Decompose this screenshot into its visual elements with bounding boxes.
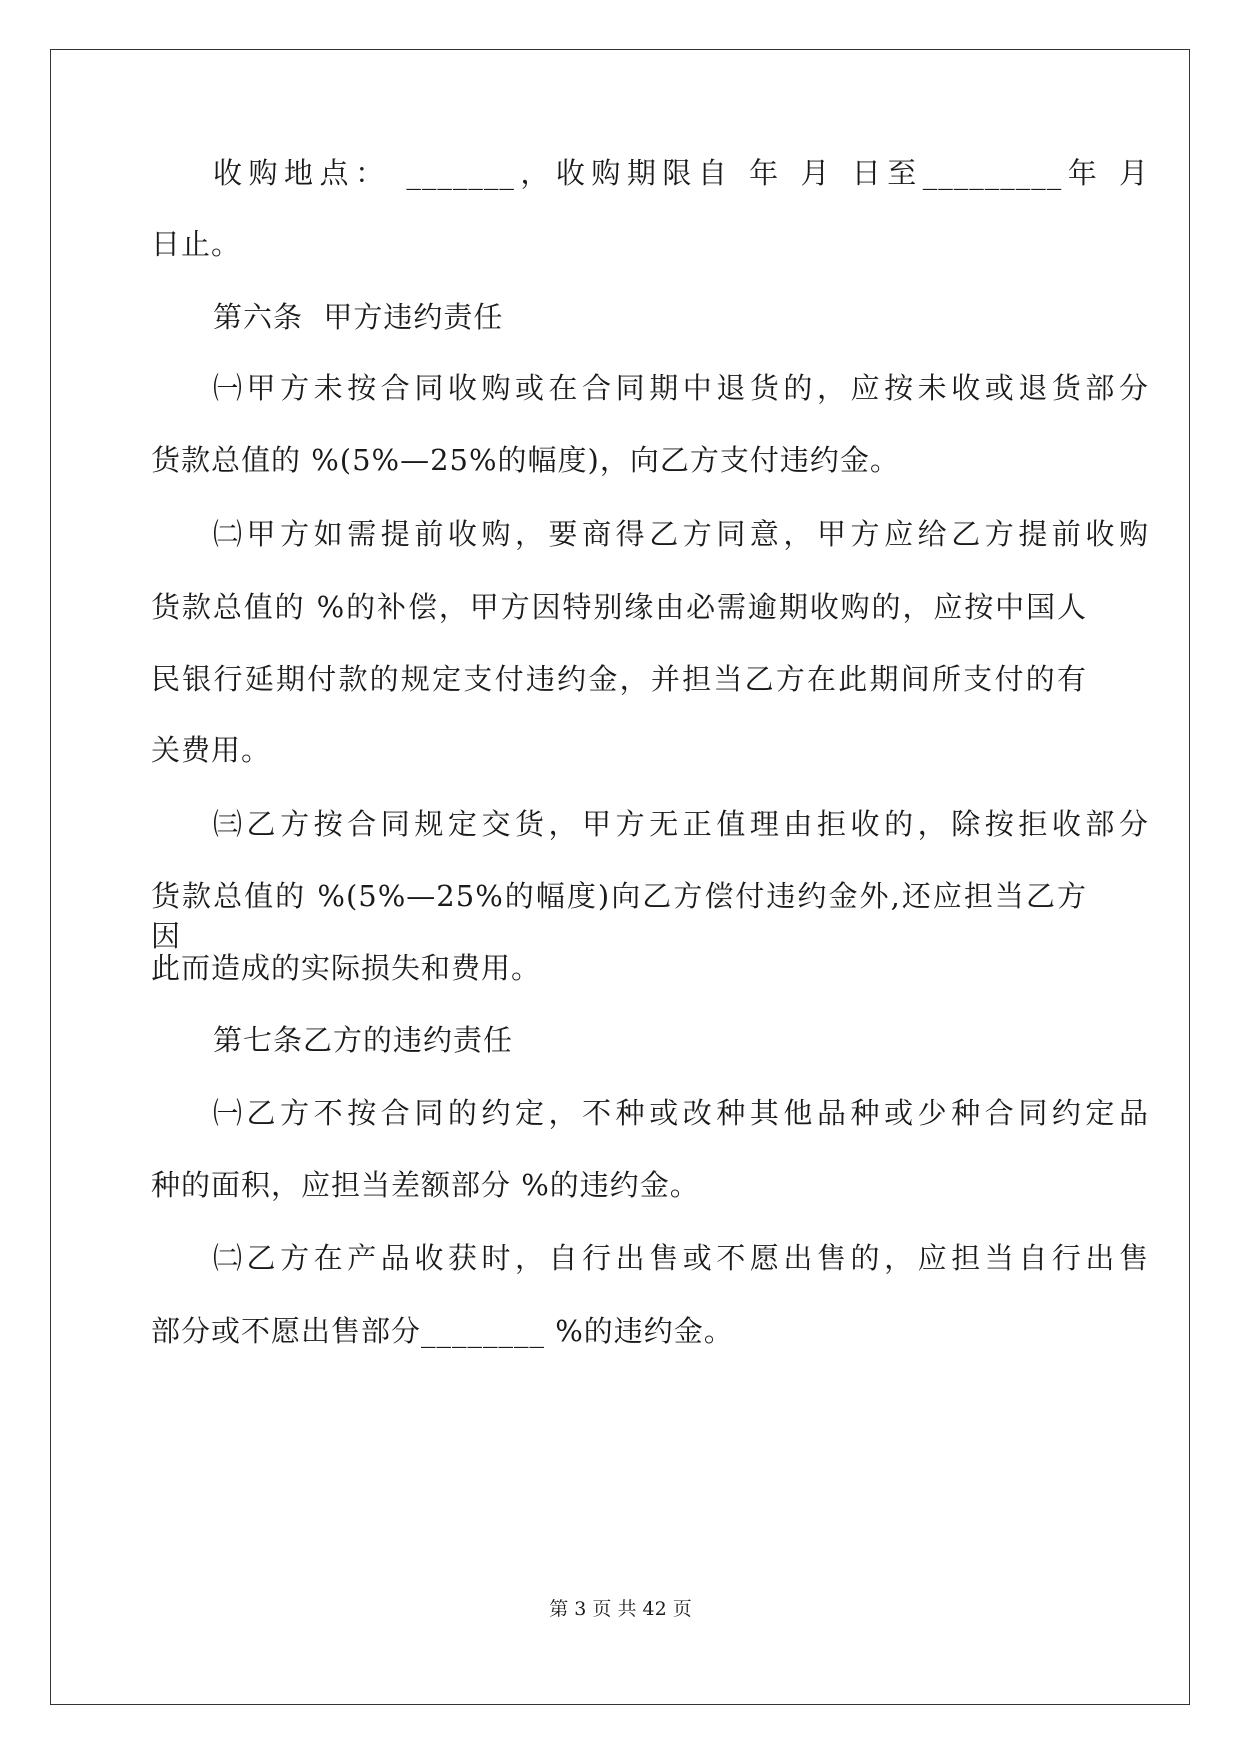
paragraph-line: 部分或不愿出售部分________ %的违约金。 (151, 1314, 734, 1348)
paragraph-line: ㈡乙方在产品收获时，自行出售或不愿出售的，应担当自行出售 (213, 1241, 1149, 1275)
paragraph-line: 收购地点： _______，收购期限自 年 月 日至_________年 月 (213, 156, 1149, 190)
section-heading: 第七条乙方的违约责任 (213, 1023, 514, 1057)
paragraph-line: 货款总值的 %的补偿，甲方因特别缘由必需逾期收购的，应按中国人 (151, 590, 1087, 624)
paragraph-line: 货款总值的 %(5%—25%的幅度)向乙方偿付违约金外,还应担当乙方因 (151, 879, 1087, 953)
page-number-footer: 第 3 页 共 42 页 (549, 1598, 692, 1620)
paragraph-line: 关费用。 (151, 733, 272, 767)
paragraph-line: 日止。 (151, 227, 242, 261)
paragraph-line: ㈢乙方按合同规定交货，甲方无正值理由拒收的，除按拒收部分 (213, 807, 1149, 841)
paragraph-line: 此而造成的实际损失和费用。 (151, 951, 542, 985)
paragraph-line: 货款总值的 %(5%—25%的幅度)，向乙方支付违约金。 (151, 443, 900, 477)
paragraph-line: 种的面积，应担当差额部分 %的违约金。 (151, 1168, 700, 1202)
paragraph-line: ㈡甲方如需提前收购，要商得乙方同意，甲方应给乙方提前收购 (213, 517, 1149, 551)
section-heading: 第六条 甲方违约责任 (213, 300, 504, 334)
paragraph-line: ㈠甲方未按合同收购或在合同期中退货的，应按未收或退货部分 (213, 371, 1149, 405)
paragraph-line: 民银行延期付款的规定支付违约金，并担当乙方在此期间所支付的有 (151, 662, 1087, 696)
paragraph-line: ㈠乙方不按合同的约定，不种或改种其他品种或少种合同约定品 (213, 1096, 1149, 1130)
